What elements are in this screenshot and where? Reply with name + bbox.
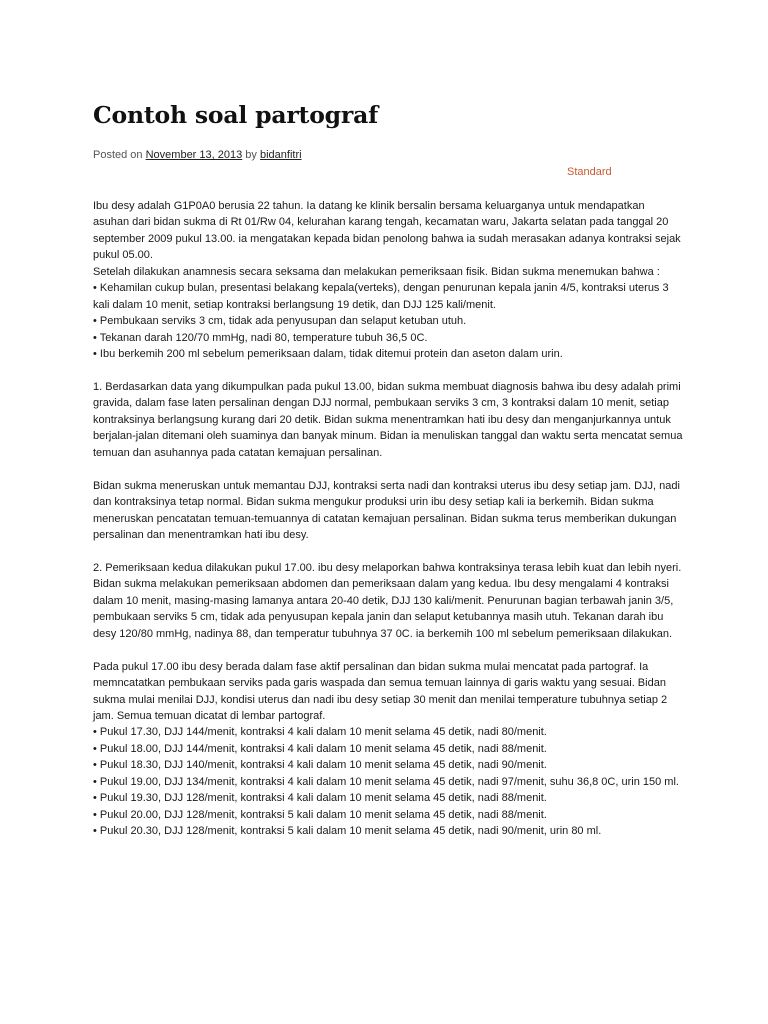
list-item: • Pukul 20.30, DJJ 128/menit, kontraksi 5 kali dalam 10 menit selama 45 detik, nadi 90/menit, urin 80 ml.: [93, 825, 602, 838]
article: [93, 98, 683, 838]
paragraph-text: Bidan sukma meneruskan untuk memantau DJJ, kontraksi serta nadi dan kontraksi uterus ibu desy setiap jam. DJJ, nadi dan kontraksinya tetap normal. Bidan sukma mengukur produksi urin ibu desy setiap kali ia berkemih. Bidan sukma meneruskan pencatatan temuan-temuannya di catatan kemajuan persalinan. Bidan sukma terus memberikan dukungan persalinan dan menentramkan hati ibu desy.: [93, 479, 680, 542]
article-paragraph: [93, 659, 683, 840]
paragraph-text: Setelah dilakukan anamnesis secara seksama dan melakukan pemeriksaan fisik. Bidan sukma menemukan bahwa :: [93, 265, 660, 278]
list-item: • Pembukaan serviks 3 cm, tidak ada penyusupan dan selaput ketuban utuh.: [93, 315, 467, 328]
post-date-link[interactable]: November 13, 2013: [145, 149, 243, 161]
article-paragraph: [93, 478, 683, 544]
article-body: [93, 198, 683, 856]
paragraph-text: Pada pukul 17.00 ibu desy berada dalam fase aktif persalinan dan bidan sukma mulai mencatat pada partograf. Ia memncatatkan pembukaan serviks pada garis waspada dan semua temuan lainnya di garis waktu yang sesuai. Bidan sukma mulai menilai DJJ, kondisi uterus dan nadi ibu desy setiap 30 menit dan menilai temperature tubuhnya setiap 2 jam. Semua temuan dicatat di lembar partograf.: [93, 660, 668, 722]
article-paragraph: [93, 198, 683, 363]
list-item: • Ibu berkemih 200 ml sebelum pemeriksaan dalam, tidak ditemui protein dan aseton dalam urin.: [93, 348, 563, 361]
article-paragraph: [93, 379, 683, 461]
author-link[interactable]: bidanfitri: [259, 149, 302, 161]
paragraph-text: 1. Berdasarkan data yang dikumpulkan pada pukul 13.00, bidan sukma membuat diagnosis bahwa ibu desy adalah primi gravida, dalam fase laten persalinan dengan DJJ normal, pembukaan serviks 3 cm, 3 kontraksi dalam 10 menit, setiap kontraksinya berlangsung kurang dari 20 detik. Bidan sukma menentramkan hati ibu desy dan menganjurkannya untuk berjalan-jalan ditemani oleh suaminya dan banyak minum. Bidan ia menuliskan tanggal dan waktu serta mencatat semua temuan dan asuhannya pada catatan kemajuan persalinan.: [93, 380, 683, 459]
article-paragraph: [93, 560, 683, 642]
by-label: by: [245, 149, 257, 161]
list-item: • Tekanan darah 120/70 mmHg, nadi 80, temperature tubuh 36,5 0C.: [93, 331, 428, 344]
list-item: • Pukul 19.00, DJJ 134/menit, kontraksi 4 kali dalam 10 menit selama 45 detik, nadi 97/menit, suhu 36,8 0C, urin 150 ml.: [93, 775, 679, 788]
paragraph-text: Ibu desy adalah G1P0A0 berusia 22 tahun. Ia datang ke klinik bersalin bersama keluarganya untuk mendapatkan asuhan dari bidan sukma di Rt 01/Rw 04, kelurahan karang tengah, kecamatan waru, Jakarta selatan pada tanggal 20 september 2009 pukul 13.00. ia mengatakan kepada bidan penolong bahwa ia sudah merasakan adanya kontraksi sejak pukul 05.00.: [93, 200, 681, 262]
list-item: • Pukul 20.00, DJJ 128/menit, kontraksi 5 kali dalam 10 menit selama 45 detik, nadi 88/menit.: [93, 808, 547, 821]
list-item: • Pukul 18.30, DJJ 140/menit, kontraksi 4 kali dalam 10 menit selama 45 detik, nadi 90/menit.: [93, 759, 547, 772]
post-format-label: Standard: [567, 166, 612, 178]
posted-on-label: Posted on: [93, 149, 143, 161]
post-meta: [93, 148, 683, 162]
article-title: Contoh soal partograf: [93, 101, 379, 129]
list-item: • Kehamilan cukup bulan, presentasi belakang kepala(verteks), dengan penurunan kepala janin 4/5, kontraksi uterus 3 kali dalam 10 menit, setiap kontraksi berlangsung 19 detik, dan DJJ 125 kali/menit.: [93, 282, 669, 311]
list-item: • Pukul 18.00, DJJ 144/menit, kontraksi 4 kali dalam 10 menit selama 45 detik, nadi 88/menit.: [93, 742, 547, 755]
list-item: • Pukul 17.30, DJJ 144/menit, kontraksi 4 kali dalam 10 menit selama 45 detik, nadi 80/menit.: [93, 726, 547, 739]
paragraph-text: 2. Pemeriksaan kedua dilakukan pukul 17.00. ibu desy melaporkan bahwa kontraksinya terasa lebih kuat dan lebih nyeri. Bidan sukma melakukan pemeriksaan abdomen dan pemeriksaan dalam yang kedua. Ibu desy mengalami 4 kontraksi dalam 10 menit, masing-masing lamanya antara 20-40 detik, DJJ 130 kali/menit. Penurunan bagian terbawah janin 3/5, pembukaan serviks 5 cm, tidak ada penyusupan kepala janin dan selaput ketubannya masih utuh. Tekanan darah ibu desy 120/80 mmHg, nadinya 88, dan temperatur tubuhnya 37 0C. ia berkemih 100 ml sebelum pemeriksaan dilakukan.: [93, 561, 682, 640]
list-item: • Pukul 19.30, DJJ 128/menit, kontraksi 4 kali dalam 10 menit selama 45 detik, nadi 88/menit.: [93, 792, 547, 805]
